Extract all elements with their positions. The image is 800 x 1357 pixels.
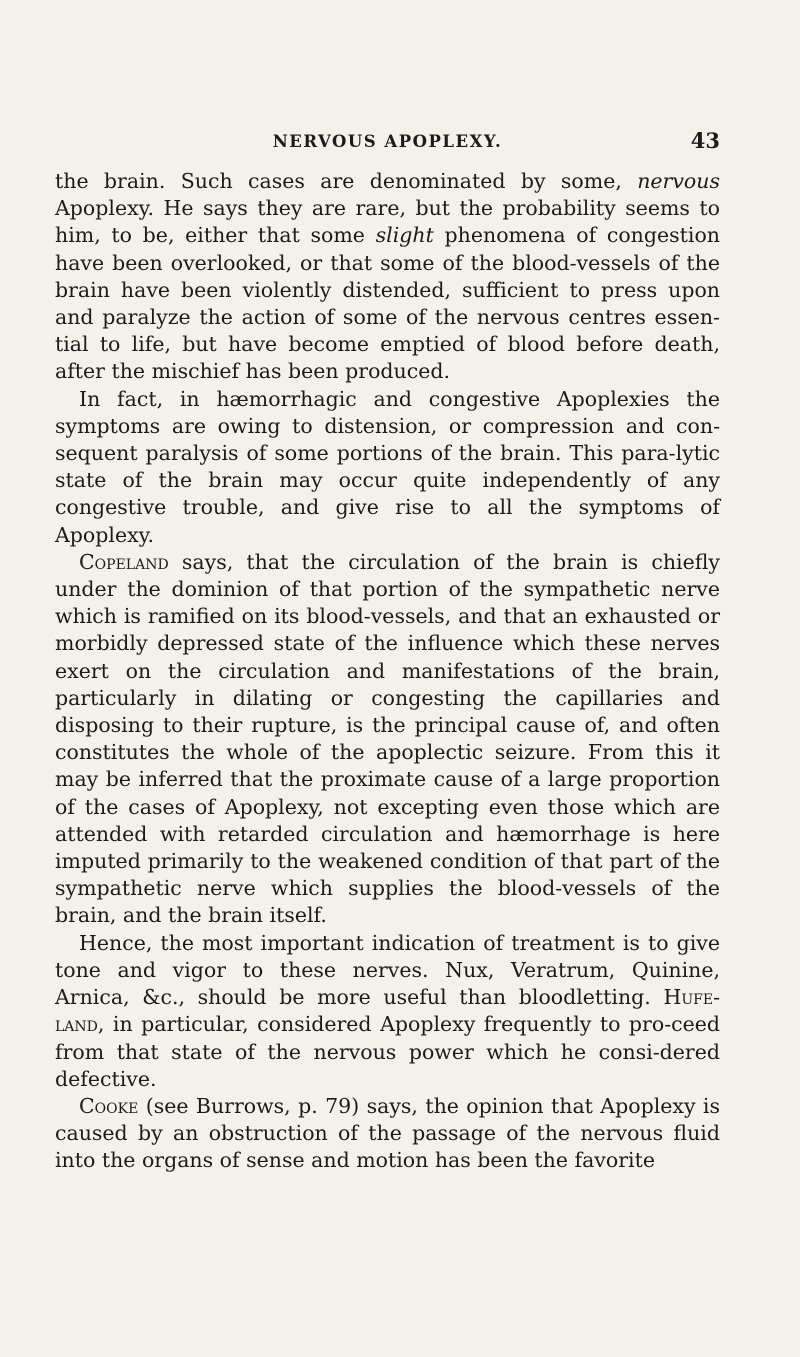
paragraph-2 bbox=[55, 386, 720, 549]
paragraph-3 bbox=[55, 549, 720, 930]
paragraph-text: (see Burrows, p. 79) says, the opinion that Apoplexy is caused by an obstruction of the passage of the nervous fluid into the organs of sense and motion has been the favorite bbox=[55, 1093, 720, 1173]
paragraph-5 bbox=[55, 1093, 720, 1175]
author-name-copeland: Copeland bbox=[79, 549, 169, 574]
paragraph-text: says, that the circulation of the brain is chiefly under the dominion of that portion of the sympathetic nerve which is ramified on its blood-vessels, and that an exhausted or morbidly depressed state of the influence which these nerves exert on the circulation and manifestations of the brain, particularly in dilating or congesting the capillaries and disposing to their rupture, is the principal cause of, and often constitutes the whole of the apoplectic seizure. From this it may be inferred that the proximate cause of a large proportion of the cases of Apoplexy, not excepting even those which are attended with retarded circulation and hæmorrhage is here imputed primarily to the weakened condition of that part of the sympathetic nerve which supplies the blood-vessels of the brain, and the brain itself. bbox=[55, 549, 720, 928]
paragraph-text: In fact, in hæmorrhagic and congestive Apoplexies the symptoms are owing to distension, or compression and con-sequent paralysis of some portions of the brain. This para-lytic state of the brain may occur quite independently of any congestive trouble, and give rise to all the symptoms of Apoplexy. bbox=[55, 386, 720, 547]
paragraph-4 bbox=[55, 930, 720, 1093]
author-name-hufeland: Hufe-land bbox=[55, 985, 720, 1037]
paragraph-1 bbox=[55, 168, 720, 386]
running-head bbox=[55, 128, 720, 168]
paragraph-text: phenomena of congestion have been overlooked, or that some of the blood-vessels of the brain have been violently distended, sufficient to press upon and paralyze the action of some of the nervous centres essen-tial to life, but have become emptied of blood before death, after the mischief has been produced. bbox=[55, 223, 720, 384]
running-title: NERVOUS APOPLEXY. bbox=[272, 132, 503, 151]
paragraph-text: Hence, the most important indication of treatment is to give tone and vigor to these nerves. Nux, Veratrum, Quinine, Arnica, &c., should be more useful than bloodletting. bbox=[55, 930, 720, 1010]
emphasis-slight: slight bbox=[375, 223, 434, 248]
paragraph-text: the brain. Such cases are denominated by some, bbox=[55, 169, 638, 193]
book-page bbox=[55, 128, 720, 1175]
author-name-cooke: Cooke bbox=[79, 1093, 139, 1118]
page-number: 43 bbox=[690, 128, 720, 153]
paragraph-text: Apoplexy. He says they are rare, but the probability seems to him, to be, either that some bbox=[55, 196, 720, 248]
emphasis-nervous: nervous bbox=[637, 169, 720, 193]
paragraph-text: , in particular, considered Apoplexy frequently to pro-ceed from that state of the nervous power which he consi-dered defective. bbox=[55, 1012, 720, 1091]
